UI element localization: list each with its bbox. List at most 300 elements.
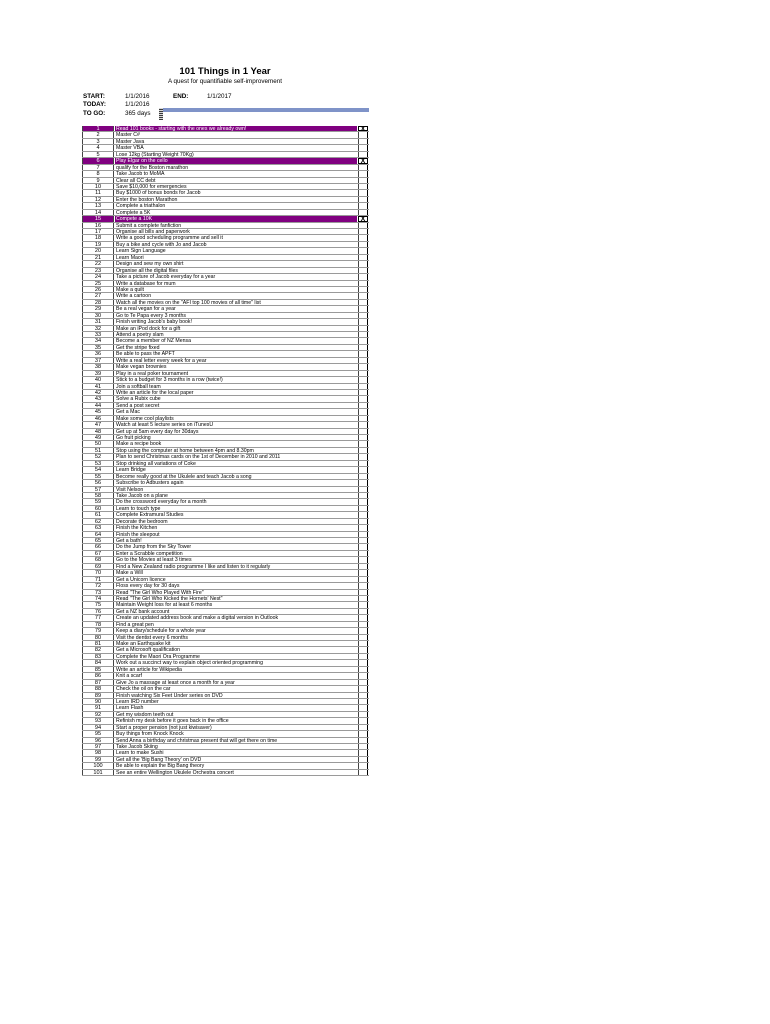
goal-number: 68 xyxy=(82,557,114,562)
goal-checkbox[interactable] xyxy=(358,261,368,266)
goal-checkbox[interactable] xyxy=(358,718,368,723)
goal-number: 22 xyxy=(82,261,114,266)
goal-checkbox[interactable] xyxy=(358,628,368,633)
goal-text: Stop using the computer at home between 4pm and 8.30pm xyxy=(116,447,254,454)
goal-checkbox[interactable] xyxy=(358,384,368,389)
goal-number: 12 xyxy=(82,197,114,202)
goal-number: 70 xyxy=(82,570,114,575)
goal-checkbox[interactable] xyxy=(358,313,368,318)
goal-text: Watch at least 5 lecture series on iTunesU xyxy=(116,422,214,428)
goal-checkbox[interactable] xyxy=(358,763,368,768)
goal-checkbox[interactable]: X xyxy=(358,158,368,163)
goal-text: Write a good scheduling programme and sell it xyxy=(116,235,223,241)
goal-checkbox[interactable] xyxy=(358,602,368,607)
goal-text: Get a Unicorn licence xyxy=(116,576,166,583)
goal-checkbox[interactable] xyxy=(358,705,368,710)
goal-text: Write a real letter every week for a year xyxy=(116,357,207,364)
goal-checkbox[interactable] xyxy=(358,371,368,376)
goal-checkbox[interactable] xyxy=(358,235,368,240)
goal-checkbox[interactable] xyxy=(358,203,368,208)
goal-text: Be a real vegan for a year xyxy=(116,306,176,312)
goal-checkbox[interactable] xyxy=(358,596,368,601)
goal-checkbox[interactable]: X xyxy=(358,216,368,221)
goal-number: 48 xyxy=(82,429,114,434)
goal-checkbox[interactable] xyxy=(358,667,368,672)
goal-text: Make a recipe book xyxy=(116,441,162,447)
goal-text: Send a post secret xyxy=(116,402,160,409)
goal-number: 35 xyxy=(82,345,114,350)
goal-text: Get a Mac xyxy=(116,409,140,415)
goal-text: Get a NZ bank account xyxy=(116,608,170,615)
goal-checkbox[interactable] xyxy=(358,654,368,659)
goal-number: 87 xyxy=(82,680,114,685)
goal-number: 50 xyxy=(82,441,114,446)
goal-text: Start a proper pension (not just kiwisaver) xyxy=(116,724,212,731)
goal-checkbox[interactable] xyxy=(358,165,368,170)
goal-text: Write a cartoon xyxy=(116,293,152,299)
goal-text: Create an updated address book and make a digital version in Outlook xyxy=(116,615,279,621)
goal-number: 79 xyxy=(82,628,114,633)
goal-text: Finish the Kitchen xyxy=(116,525,158,531)
goal-checkbox[interactable] xyxy=(358,712,368,717)
goal-checkbox[interactable] xyxy=(358,538,368,543)
goal-number: 61 xyxy=(82,512,114,517)
goal-checkbox[interactable] xyxy=(358,647,368,652)
goal-number: 74 xyxy=(82,596,114,601)
goal-text: Maintain Weight loss for at least 6 months xyxy=(116,602,213,608)
goal-text: Become a member of NZ Mensa xyxy=(116,338,191,344)
goal-text: Make an Earthquake kit xyxy=(116,641,171,647)
goal-number: 73 xyxy=(82,590,114,595)
goal-number: 76 xyxy=(82,609,114,614)
goal-text: Play Elgar on the cello xyxy=(115,158,357,163)
progress-bar xyxy=(159,108,369,120)
goal-number: 11 xyxy=(82,190,114,195)
goal-number: 52 xyxy=(82,454,114,459)
goal-text: Master Java xyxy=(116,138,145,145)
goal-checkbox[interactable] xyxy=(358,699,368,704)
goal-number: 78 xyxy=(82,622,114,627)
goal-number: 21 xyxy=(82,255,114,260)
goal-number: 8 xyxy=(82,171,114,176)
togo-value: 365 days xyxy=(125,110,151,117)
goal-checkbox[interactable] xyxy=(358,615,368,620)
goal-text: Read 101 books - starting with the ones we already own! xyxy=(115,126,357,131)
goal-text: Write an article for Wikipedia xyxy=(116,666,182,673)
goal-number: 63 xyxy=(82,525,114,530)
goal-text: Take Jacob Skiing xyxy=(116,744,158,750)
goal-number: 1 xyxy=(82,126,114,131)
goal-number: 84 xyxy=(82,660,114,665)
goal-number: 18 xyxy=(82,235,114,240)
goal-checkbox[interactable] xyxy=(358,409,368,414)
goal-text: Be able to explain the Big Bang theory xyxy=(116,763,205,769)
goal-number: 44 xyxy=(82,403,114,408)
goal-number: 88 xyxy=(82,686,114,691)
goal-number: 54 xyxy=(82,467,114,472)
goal-number: 80 xyxy=(82,635,114,640)
goal-text: Organise all the digital files xyxy=(116,267,178,274)
goal-checkbox[interactable] xyxy=(358,268,368,273)
goal-text: Get a bath! xyxy=(116,538,142,544)
goal-text: Compete a 10K xyxy=(115,216,357,221)
goal-number: 97 xyxy=(82,744,114,749)
goal-checkbox[interactable] xyxy=(358,416,368,421)
goal-text: Finish watching Six Feet Under series on DVD xyxy=(116,692,223,698)
goal-checkbox[interactable] xyxy=(358,512,368,517)
goal-number: 82 xyxy=(82,647,114,652)
goal-text: Get up at 5am every day for 30days xyxy=(116,428,199,434)
goal-text: Read "The Girl Who Kicked the Hornets' Nest" xyxy=(116,595,223,602)
start-date: 1/1/2016 xyxy=(125,93,150,100)
goal-number: 29 xyxy=(82,306,114,311)
goal-checkbox[interactable] xyxy=(358,487,368,492)
goal-number: 45 xyxy=(82,409,114,414)
goal-checkbox[interactable] xyxy=(358,583,368,588)
goal-text: Take a picture of Jacob everyday for a year xyxy=(116,274,216,280)
goal-text: Do the Jump from the Sky Tower xyxy=(116,544,192,550)
goal-number: 62 xyxy=(82,519,114,524)
goal-checkbox[interactable] xyxy=(358,145,368,150)
goal-checkbox[interactable] xyxy=(358,210,368,215)
goal-number: 96 xyxy=(82,738,114,743)
goal-text: Become really good at the Ukulele and teach Jacob a song xyxy=(116,473,252,480)
goal-number: 92 xyxy=(82,712,114,717)
goal-checkbox[interactable] xyxy=(358,641,368,646)
goal-checkbox[interactable] xyxy=(358,461,368,466)
goal-checkbox[interactable] xyxy=(358,609,368,614)
goal-checkbox[interactable] xyxy=(358,467,368,472)
goal-checkbox[interactable] xyxy=(358,422,368,427)
goal-text: Watch all the movies on the "AFI top 100 movies of all time" list xyxy=(116,299,261,306)
goal-text: Learn to make Sushi xyxy=(116,750,164,756)
goal-text: Complete a triathalon xyxy=(116,203,166,209)
goal-number: 34 xyxy=(82,338,114,343)
goal-text: Find a New Zealand radio programme I like and listen to it regularly xyxy=(116,563,271,570)
goal-text: Buy things from Knock Knock xyxy=(116,731,184,737)
goal-number: 98 xyxy=(82,750,114,755)
goal-checkbox[interactable] xyxy=(358,300,368,305)
goal-checkbox[interactable] xyxy=(358,564,368,569)
goal-number: 100 xyxy=(82,763,114,768)
goal-table xyxy=(82,126,369,776)
goal-number: 23 xyxy=(82,268,114,273)
goal-text: Learn Bridge xyxy=(116,467,146,473)
goal-checkbox[interactable] xyxy=(358,441,368,446)
goal-checkbox[interactable] xyxy=(358,673,368,678)
goal-checkbox[interactable] xyxy=(358,403,368,408)
goal-number: 39 xyxy=(82,371,114,376)
goal-checkbox[interactable] xyxy=(358,493,368,498)
goal-number: 10 xyxy=(82,184,114,189)
goal-checkbox[interactable] xyxy=(358,519,368,524)
goal-text: Be able to pass the APFT xyxy=(116,351,175,357)
goal-text: Write a database for mum xyxy=(116,280,176,286)
goal-checkbox[interactable] xyxy=(358,622,368,627)
goal-checkbox[interactable] xyxy=(358,570,368,575)
goal-text: Go to the Movies at least 3 times xyxy=(116,557,192,563)
goal-number: 33 xyxy=(82,332,114,337)
goal-text: Visit the dentist every 6 months xyxy=(116,634,188,640)
goal-number: 53 xyxy=(82,461,114,466)
goal-number: 47 xyxy=(82,422,114,427)
goal-number: 65 xyxy=(82,538,114,543)
goal-checkbox[interactable] xyxy=(358,499,368,504)
goal-text: Visit Nelson xyxy=(116,486,144,492)
goal-text: Go to Te Papa every 3 months xyxy=(116,312,186,319)
goal-checkbox[interactable] xyxy=(358,693,368,698)
goal-checkbox[interactable] xyxy=(358,551,368,556)
goal-text: Master VBA xyxy=(116,145,144,151)
goal-text: Finish the sleepout xyxy=(116,531,160,537)
goal-checkbox[interactable] xyxy=(358,255,368,260)
goal-text: Check the oil on the car xyxy=(116,686,171,692)
goal-text: Organise all bills and paperwork xyxy=(116,229,190,235)
goal-text: qualify for the Boston marathon xyxy=(116,164,189,171)
goal-checkbox[interactable] xyxy=(358,448,368,453)
goal-number: 6 xyxy=(82,158,114,163)
goal-number: 42 xyxy=(82,390,114,395)
goal-number: 30 xyxy=(82,313,114,318)
goal-checkbox[interactable] xyxy=(358,132,368,137)
goal-text: Give Jo a massage at least once a month for a year xyxy=(116,679,235,686)
goal-checkbox[interactable] xyxy=(358,750,368,755)
goal-checkbox[interactable] xyxy=(358,345,368,350)
goal-text: Learn Flash xyxy=(116,705,144,711)
goal-number: 37 xyxy=(82,358,114,363)
goal-text: Get my wisdom teeth out xyxy=(116,711,174,718)
goal-checkbox[interactable] xyxy=(358,525,368,530)
goal-number: 5 xyxy=(82,152,114,157)
goal-number: 77 xyxy=(82,615,114,620)
goal-text: Complete a 5K xyxy=(116,209,151,216)
goal-text: Finish writing Jacob's baby book! xyxy=(116,319,192,325)
goal-number: 69 xyxy=(82,564,114,569)
goal-text: Stick to a budget for 3 months in a row (twice!) xyxy=(116,377,223,383)
goal-checkbox[interactable] xyxy=(358,770,368,775)
goal-text: Enter a Scrabble competition xyxy=(116,550,183,557)
goal-number: 20 xyxy=(82,248,114,253)
goal-text: Submit a complete fanfiction xyxy=(116,222,182,228)
goal-checkbox[interactable] xyxy=(358,171,368,176)
goal-text: Find a great pen xyxy=(116,621,154,628)
goal-number: 94 xyxy=(82,725,114,730)
goal-number: 51 xyxy=(82,448,114,453)
goal-checkbox[interactable] xyxy=(358,635,368,640)
goal-number: 58 xyxy=(82,493,114,498)
goal-checkbox[interactable] xyxy=(358,229,368,234)
goal-checkbox[interactable] xyxy=(358,686,368,691)
goal-checkbox[interactable] xyxy=(358,744,368,749)
goal-checkbox[interactable] xyxy=(358,480,368,485)
goal-checkbox[interactable] xyxy=(358,190,368,195)
goal-checkbox[interactable] xyxy=(358,242,368,247)
goal-checkbox[interactable] xyxy=(358,364,368,369)
goal-number: 60 xyxy=(82,506,114,511)
end-label: END: xyxy=(173,93,189,100)
goal-text: Learn Sign Language xyxy=(116,248,166,254)
goal-checkbox[interactable] xyxy=(358,139,368,144)
goal-number: 14 xyxy=(82,210,114,215)
goal-text: Enter the boston Marathon xyxy=(116,196,178,203)
goal-text: Lose 12kg (Starting Weight 70Kg) xyxy=(116,151,194,158)
page-subtitle: A quest for quantifiable self-improvement xyxy=(167,78,283,85)
goal-number: 38 xyxy=(82,364,114,369)
goal-number: 49 xyxy=(82,435,114,440)
goal-text: Floss every day for 30 days xyxy=(116,583,180,589)
goal-text: Save $10,000 for emergencies xyxy=(116,183,187,190)
goal-text: Learn IRD number xyxy=(116,698,159,705)
goal-text: Make a Will xyxy=(116,570,143,576)
goal-checkbox[interactable] xyxy=(358,326,368,331)
goal-number: 7 xyxy=(82,165,114,170)
goal-row xyxy=(82,770,369,776)
goal-text: Do the crossword everyday for a month xyxy=(116,499,207,505)
goal-checkbox[interactable] xyxy=(358,396,368,401)
goal-number: 31 xyxy=(82,319,114,324)
goal-checkbox[interactable] xyxy=(358,474,368,479)
goal-text: Get the stripe fixed xyxy=(116,344,160,351)
progress-track xyxy=(159,108,369,112)
goal-text: Make an iPod dock for a gift xyxy=(116,325,181,331)
goal-checkbox[interactable] xyxy=(358,738,368,743)
goal-text: Learn Maori xyxy=(116,254,144,261)
goal-number: 55 xyxy=(82,474,114,479)
goal-text: Design and sew my own shirt xyxy=(116,261,184,267)
goal-checkbox[interactable] xyxy=(358,454,368,459)
goal-number: 3 xyxy=(82,139,114,144)
goal-number: 86 xyxy=(82,673,114,678)
goal-checkbox[interactable] xyxy=(358,281,368,286)
goal-number: 56 xyxy=(82,480,114,485)
goal-number: 90 xyxy=(82,699,114,704)
goal-checkbox[interactable] xyxy=(358,152,368,157)
goal-checkbox[interactable] xyxy=(358,544,368,549)
goal-text: Subscribe to Adbusters again xyxy=(116,480,184,486)
goal-checkbox[interactable] xyxy=(358,725,368,730)
goal-text: Refinish my desk before it goes back in the office xyxy=(116,718,229,724)
goal-text: Keep a diary/schedule for a whole year xyxy=(116,628,206,634)
goal-number: 57 xyxy=(82,487,114,492)
goal-checkbox[interactable] xyxy=(358,184,368,189)
goal-text: Write an article for the local paper xyxy=(116,389,194,396)
goal-text: Plan to send Christmas cards on the 1st of December in 2010 and 2011 xyxy=(116,454,281,460)
goal-number: 71 xyxy=(82,577,114,582)
goal-text: Read "The Girl Who Played With Fire" xyxy=(116,589,204,595)
goal-number: 85 xyxy=(82,667,114,672)
goal-text: Complete Extramural Studies xyxy=(116,512,184,518)
goal-checkbox[interactable] xyxy=(358,178,368,183)
goal-text: Work out a succinct way to explain object oriented programming xyxy=(116,660,263,666)
goal-checkbox[interactable] xyxy=(358,435,368,440)
togo-label: TO GO: xyxy=(83,110,106,117)
goal-text: Make vegan brownies xyxy=(116,364,167,370)
goal-text: Buy a bike and cycle with Jo and Jacob xyxy=(116,241,207,248)
goal-checkbox[interactable] xyxy=(358,757,368,762)
goal-checkbox[interactable] xyxy=(358,351,368,356)
goal-checkbox[interactable] xyxy=(358,390,368,395)
goal-number: 27 xyxy=(82,293,114,298)
goal-number: 75 xyxy=(82,602,114,607)
today-date: 1/1/2016 xyxy=(125,101,150,108)
goal-number: 36 xyxy=(82,351,114,356)
goal-text: Join a softball team xyxy=(116,383,161,389)
goal-number: 2 xyxy=(82,132,114,137)
goal-number: 43 xyxy=(82,396,114,401)
goal-checkbox[interactable] xyxy=(358,660,368,665)
goal-number: 19 xyxy=(82,242,114,247)
goal-checkbox[interactable] xyxy=(358,287,368,292)
goal-text: Take Jacob on a plane xyxy=(116,492,168,499)
goal-number: 4 xyxy=(82,145,114,150)
goal-checkbox[interactable] xyxy=(358,274,368,279)
goal-checkbox[interactable] xyxy=(358,429,368,434)
goal-number: 9 xyxy=(82,178,114,183)
goal-number: 15 xyxy=(82,216,114,221)
goal-text: Solve a Rubix cube xyxy=(116,396,161,402)
goal-number: 99 xyxy=(82,757,114,762)
goal-checkbox[interactable] xyxy=(358,306,368,311)
goal-number: 17 xyxy=(82,229,114,234)
goal-number: 59 xyxy=(82,499,114,504)
goal-number: 93 xyxy=(82,718,114,723)
start-label: START: xyxy=(83,93,105,100)
goal-checkbox[interactable] xyxy=(358,358,368,363)
goal-number: 66 xyxy=(82,544,114,549)
goal-number: 91 xyxy=(82,705,114,710)
goal-number: 83 xyxy=(82,654,114,659)
goal-number: 72 xyxy=(82,583,114,588)
goal-number: 28 xyxy=(82,300,114,305)
today-label: TODAY: xyxy=(83,101,106,108)
goal-text: Clear all CC debt xyxy=(116,177,156,183)
goal-checkbox[interactable] xyxy=(358,248,368,253)
goal-number: 89 xyxy=(82,693,114,698)
goal-number: 46 xyxy=(82,416,114,421)
goal-text: Send Anna a birthday and christmas present that will get there on time xyxy=(116,737,278,743)
goal-checkbox[interactable] xyxy=(358,590,368,595)
goal-checkbox[interactable]: X xyxy=(358,126,368,131)
goal-checkbox[interactable] xyxy=(358,532,368,537)
goal-checkbox[interactable] xyxy=(358,197,368,202)
goal-text: Stop drinking all variations of Coke xyxy=(116,460,196,467)
goal-text: Make some cool playlists xyxy=(116,415,174,422)
goal-checkbox[interactable] xyxy=(358,338,368,343)
goal-number: 41 xyxy=(82,384,114,389)
goal-text: Make a quilt xyxy=(116,286,144,293)
goal-text: Attend a poetry slam xyxy=(116,332,164,338)
goal-number: 101 xyxy=(82,770,114,775)
goal-checkbox[interactable] xyxy=(358,680,368,685)
goal-number: 25 xyxy=(82,281,114,286)
goal-text: Play in a real poker tournament xyxy=(116,370,189,377)
goal-checkbox[interactable] xyxy=(358,319,368,324)
goal-checkbox[interactable] xyxy=(358,377,368,382)
goal-checkbox[interactable] xyxy=(358,577,368,582)
goal-checkbox[interactable] xyxy=(358,223,368,228)
goal-checkbox[interactable] xyxy=(358,506,368,511)
page-title: 101 Things in 1 Year xyxy=(179,66,271,77)
goal-text: Knit a scarf xyxy=(116,673,142,679)
goal-checkbox[interactable] xyxy=(358,731,368,736)
goal-number: 40 xyxy=(82,377,114,382)
goal-checkbox[interactable] xyxy=(358,332,368,337)
goal-checkbox[interactable] xyxy=(358,293,368,298)
goal-number: 81 xyxy=(82,641,114,646)
goal-checkbox[interactable] xyxy=(358,557,368,562)
goal-number: 32 xyxy=(82,326,114,331)
end-date: 1/1/2017 xyxy=(207,93,232,100)
